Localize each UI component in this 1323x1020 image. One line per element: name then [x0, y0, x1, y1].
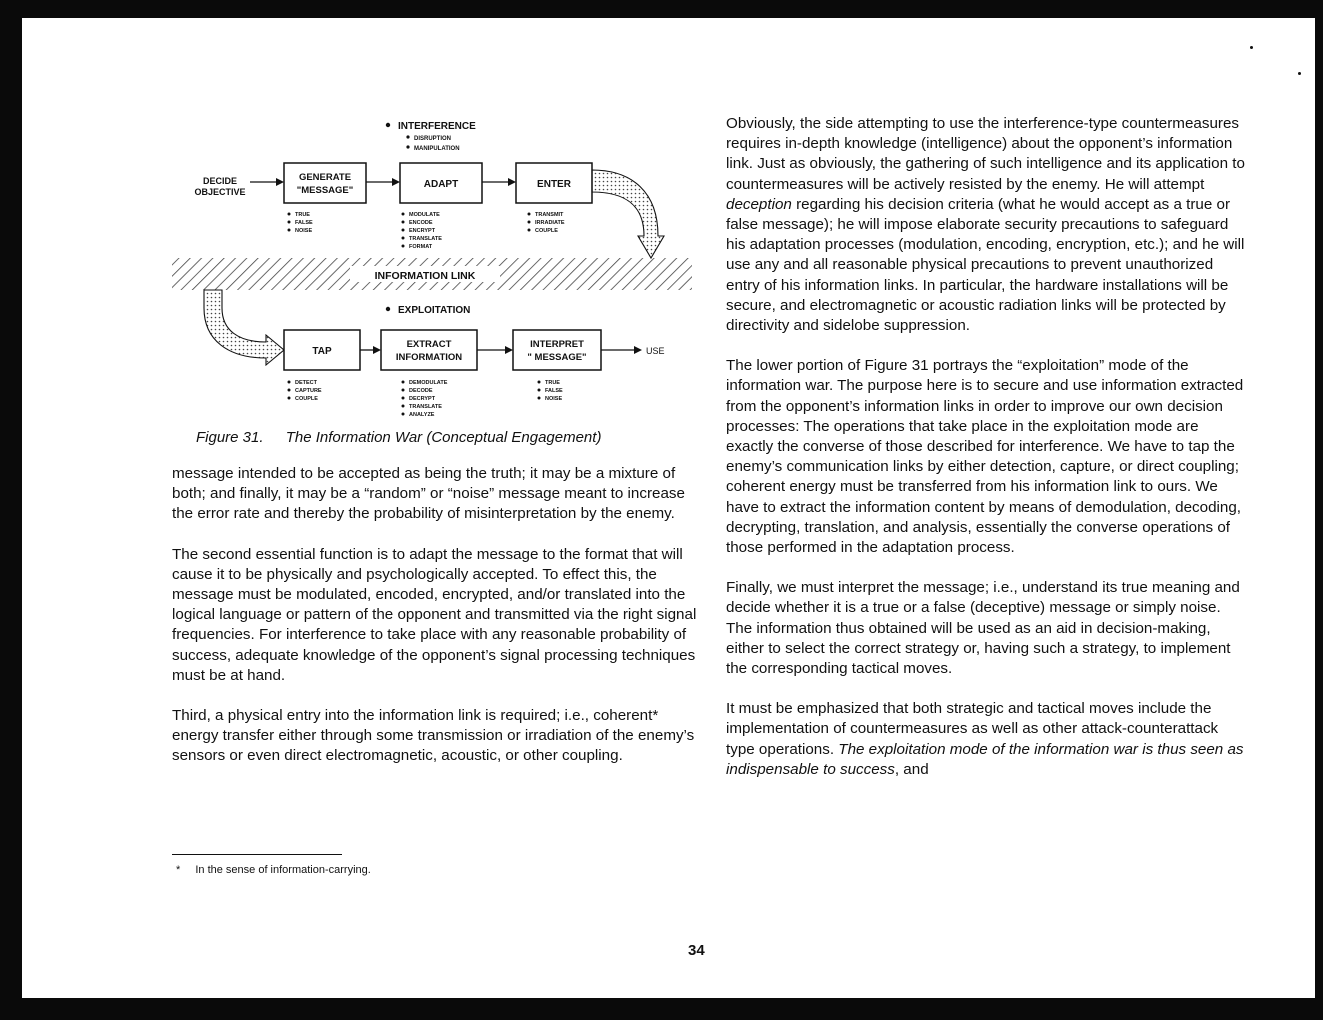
body-paragraph: The lower portion of Figure 31 portrays the “exploitation” mode of the information war. The purpose here is to secure and use information extracted from the opponent’s information links in order to improve our own decision processes: The operations that take place in the exploitation mode are exactly the converse of those described for interference. We have to tap the enemy’s communication links by either detection, capture, or direct coupling; coherent energy must be transferred from his information link to ours. We have to extract the information content by means of demodulation, decoding, decrypting, translation, and analysis, essentially the converse operations of those performed in the adaptation process. — [726, 357, 1244, 557]
figure-caption — [196, 429, 676, 446]
tap-option: COUPLE — [295, 396, 318, 402]
interpret-message-label: INTERPRET — [530, 339, 584, 350]
footnote-rule — [172, 854, 342, 855]
text-run: It must be emphasized that both strategic and tactical moves include the implementation of countermeasures as well as other attack-counterattack type operations. — [726, 700, 1219, 758]
extract-information-box — [381, 330, 477, 370]
interpret-option: FALSE — [545, 388, 563, 394]
page-number: 34 — [688, 942, 705, 959]
text-run: , and — [894, 760, 929, 778]
scan-border-right — [1315, 0, 1323, 1020]
extract-option: ANALYZE — [409, 412, 435, 418]
figure-title: The Information War (Conceptual Engagement) — [285, 429, 602, 446]
body-paragraph: Third, a physical entry into the information link is required; i.e., coherent* energy transfer either through some transmission or irradiation of the enemy’s sensors or even direct electromagnetic, acoustic, or other coupling. — [172, 707, 695, 765]
interpret-option: TRUE — [545, 380, 560, 386]
scan-border-top — [0, 0, 1323, 18]
tap-label: TAP — [312, 346, 332, 357]
body-paragraph — [726, 114, 1246, 336]
flow-arrow-down — [592, 170, 664, 258]
extract-option: DECODE — [409, 388, 433, 394]
interference-label: INTERFERENCE — [398, 121, 476, 132]
extract-option: TRANSLATE — [409, 404, 442, 410]
generate-message-box — [284, 163, 366, 203]
generate-option: TRUE — [295, 212, 310, 218]
body-paragraph: Finally, we must interpret the message; i.e., understand its true meaning and decide whether it is a true or a false (deceptive) message or simply noise. The information thus obtained will be used as an aid in decision-making, either to select the correct strategy or, having such a strategy, to implement the corresponding tactical moves. — [726, 579, 1240, 678]
flow-arrow-right — [204, 290, 284, 365]
figure-number: Figure 31. — [196, 429, 264, 446]
footnote — [176, 864, 371, 876]
use-label: USE — [646, 346, 665, 356]
bullet-dot — [386, 123, 390, 127]
adapt-option: FORMAT — [409, 244, 433, 250]
text-run: Obviously, the side attempting to use the interference-type countermeasures requires in-depth knowledge (intelligence) about the opponent’s information link. Just as obviously, the gathering of such intelligence and its application to countermeasures will be actively resisted by the enemy. He will attempt — [726, 115, 1245, 193]
information-link-label: INFORMATION LINK — [374, 270, 476, 282]
generate-message-label: "MESSAGE" — [296, 185, 354, 196]
footnote-text: In the sense of information-carrying. — [195, 864, 371, 876]
text-run: regarding his decision criteria (what he would accept as a true or false message); he will impose elaborate security precautions to safeguard his adaptation processes (modulation, encoding, encryption, etc.); and he will use any and all reasonable physical precautions to prevent unauthorized entry of his information links. In particular, the hardware installations will be secure, and electromagnetic or acoustic radiation links will be protected by directivity and sidelobe suppression. — [726, 195, 1245, 335]
scan-border-left — [0, 0, 22, 1020]
enter-option: COUPLE — [535, 228, 558, 234]
decide-objective-label: OBJECTIVE — [194, 187, 246, 197]
extract-option: DECRYPT — [409, 396, 436, 402]
enter-option: TRANSMIT — [535, 212, 564, 218]
extract-option: DEMODULATE — [409, 380, 448, 386]
tap-option: DETECT — [295, 380, 317, 386]
adapt-label: ADAPT — [423, 179, 459, 190]
interference-sub: DISRUPTION — [414, 136, 452, 142]
adapt-option: ENCODE — [409, 220, 433, 226]
adapt-option: TRANSLATE — [409, 236, 442, 242]
enter-option: IRRADIATE — [535, 220, 565, 226]
extract-information-label: INFORMATION — [395, 352, 463, 363]
generate-message-label: GENERATE — [298, 172, 352, 183]
scan-speck — [1298, 72, 1301, 75]
emphasis-text: deception — [726, 195, 792, 213]
scan-speck — [1250, 46, 1253, 49]
interpret-option: NOISE — [545, 396, 563, 402]
right-column — [726, 114, 1246, 800]
interpret-message-box — [513, 330, 601, 370]
generate-option: FALSE — [295, 220, 313, 226]
decide-objective-label: DECIDE — [202, 176, 238, 186]
footnote-marker: * — [176, 864, 181, 876]
body-paragraph: message intended to be accepted as being the truth; it may be a mixture of both; and finally, it may be a “random” or “noise” message meant to increase the error rate and thereby the probability of misinterpretation by the enemy. — [172, 465, 685, 523]
adapt-option: MODULATE — [409, 212, 440, 218]
adapt-option: ENCRYPT — [409, 228, 436, 234]
enter-label: ENTER — [537, 179, 571, 190]
body-paragraph — [726, 699, 1246, 780]
information-war-diagram — [170, 108, 710, 428]
scan-border-bottom — [0, 998, 1323, 1020]
interpret-message-label: " MESSAGE" — [527, 352, 587, 363]
generate-option: NOISE — [295, 228, 313, 234]
exploitation-label: EXPLOITATION — [398, 305, 471, 316]
tap-option: CAPTURE — [295, 388, 322, 394]
body-paragraph: The second essential function is to adapt the message to the format that will cause it to be physically and psychologically accepted. To effect this, the message must be modulated, encoded, encrypted, and/or translated into the logical language or pattern of the opponent and transmitted via the right signal frequencies. For interference to take place with any reasonable probability of success, adequate knowledge of the opponent’s signal processing techniques must be at hand. — [172, 545, 697, 684]
interference-sub: MANIPULATION — [414, 146, 460, 152]
left-column — [172, 464, 697, 787]
extract-information-label: EXTRACT — [406, 339, 452, 350]
emphasis-text: The exploitation mode of the information war is thus seen as indispensable to success — [726, 740, 1244, 778]
